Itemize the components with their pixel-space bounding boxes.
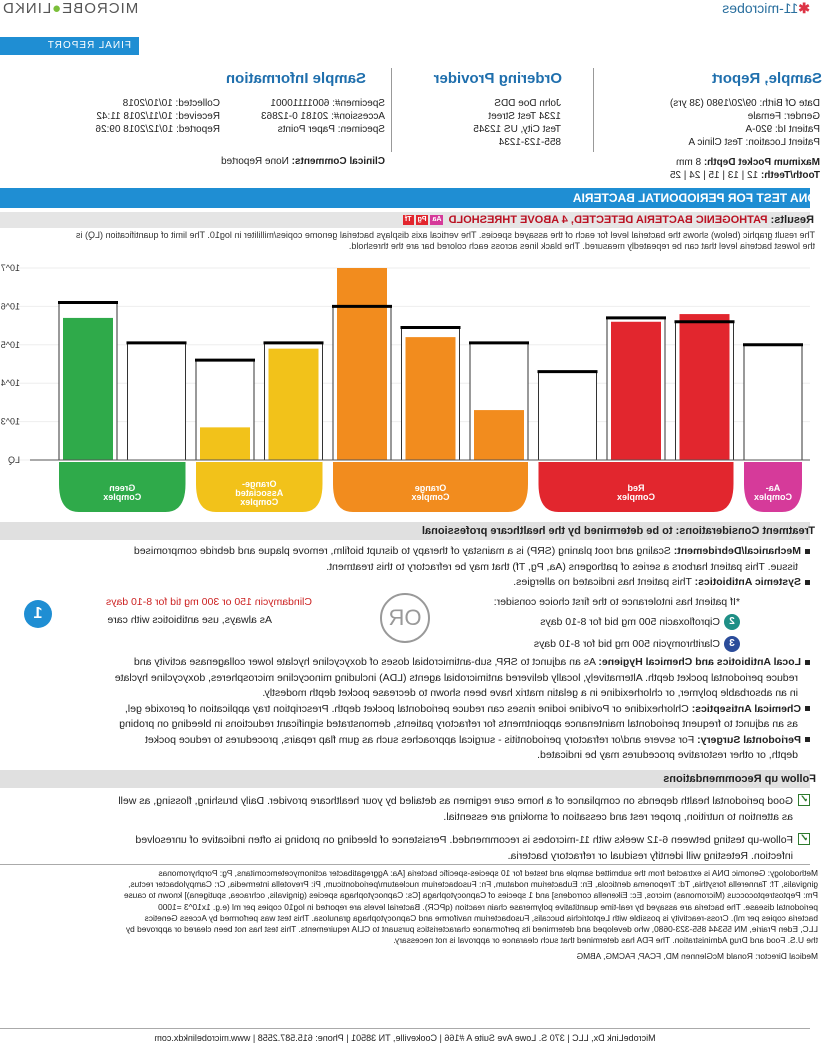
local-antibiotics-text: As an adjunct to SRP, sub-antimicrobial doses of doxycycline hyclate lower collagenase activity and: [133, 656, 596, 668]
pocket-depth-label: Maximum Pocket Depth:: [703, 157, 820, 168]
footer-address: MicrobeLink Dx, LLC | 370 S. Lowe Ave Suite A #166 | Cookeville, TN 38501 | Phone: 615.587.2558 | www.microbelinkdx.com: [154, 1033, 656, 1043]
follow-up-item: Follow-up testing between 6-12 weeks with 11-microbes is recommended. Persistence of bleeding on probing is often indicative of unresolved: [135, 834, 793, 846]
follow-up-item: as attention to nutrition, proper rest and cessation of smoking are essential.: [443, 810, 793, 823]
teeth-label: Tooth/Teeth:: [760, 170, 820, 181]
specimen-type-value: Paper Points: [277, 124, 335, 135]
bar-cr: [269, 349, 319, 460]
check-icon: ✓: [799, 794, 809, 805]
mechanical-paragraph: [5, 544, 810, 591]
reported-value: 10/12/2018 09:26: [95, 124, 174, 135]
y-tick-label: 10^5: [0, 339, 20, 350]
allergy-text: This patient has indicated no allergies.: [513, 576, 692, 588]
clinical-comments: [221, 155, 385, 168]
periodontal-surgery-label: Periodontal Surgery:: [697, 733, 801, 746]
bullet-icon: [805, 660, 810, 665]
pocket-depth-block: [670, 156, 820, 182]
mechanical-text: tissue. This patient harbors a series of pathogens (Aa, Pg, Tf) that may be refractory to this treatment.: [326, 560, 798, 573]
bar-pg: [680, 314, 730, 460]
final-report-banner: FINAL REPORT: [0, 37, 139, 55]
divider-line: [0, 864, 810, 865]
option-2-drug: Ciprofloxacin 500 mg bid for 8-10 days: [540, 615, 720, 628]
results-value: PATHOGENIC BACTERIA DETECTED, 4 ABOVE THRESHOLD: [448, 214, 768, 226]
y-tick-label: 10^3: [0, 416, 20, 427]
bacteria-level-chart: [0, 258, 810, 520]
systemic-label: Systemic Antibiotics:: [694, 576, 801, 588]
follow-up-item: infection. Retesting will identify residual or refractory bacteria.: [507, 849, 793, 862]
periodontal-surgery-text: depth, or other restorative procedures may be indicated.: [537, 749, 798, 761]
bar-tf: [611, 322, 661, 460]
pill-pg: Pg: [417, 216, 427, 224]
collected-label: Collected:: [175, 98, 220, 109]
accession-value: 20181 0-12863: [261, 111, 329, 122]
mechanical-label: Mechanical/Debridement:: [673, 545, 801, 557]
follow-up-title: Follow up Recommendations: [663, 773, 816, 785]
specimen-number-value: 60011110001: [270, 98, 330, 109]
clinical-comments-value: None Reported: [221, 156, 289, 167]
pocket-depth-value: 8 mm: [676, 157, 702, 168]
pill-tf: Tf: [404, 216, 412, 224]
bar-pm: [406, 337, 456, 460]
complex-label: Orange: [414, 483, 447, 493]
specimen-number-label: Specimen#:: [332, 98, 385, 109]
chemical-antiseptics-label: Chemical Antiseptics:: [691, 702, 801, 715]
complex-label: Complex: [411, 492, 450, 502]
chemical-antiseptics-text: Chlorhexidine or Povidine iodine rinses can reduce periodontal pocket depth. Prescription tray application of peroxide gel,: [124, 702, 689, 715]
reported-label: Reported:: [176, 124, 220, 135]
medical-director-line: Medical Director: Ronald McGlennen MD, FCAP, FACMG, ABMG: [576, 951, 818, 962]
divider-line: [0, 1028, 810, 1029]
complex-label: Associated: [235, 488, 284, 498]
threshold-box-aa: [744, 345, 802, 460]
bar-cs: [63, 318, 113, 460]
provider-city: Test City, US 12345: [473, 124, 561, 135]
mechanical-text: Scaling and root planing (SRP) is a mainstay of therapy to disrupt biofilm, remove plaque and debride compromised: [133, 545, 671, 557]
11-microbes-logo: ✱11-microbes: [722, 0, 810, 16]
complex-label: Aa-: [765, 483, 781, 493]
date-details: [95, 97, 220, 136]
chemical-antiseptics-text: as an adjunct to frequent periodontal maintenance appointments for refractory patients, demonstrated significant reductions in bleeding on probing: [119, 718, 798, 730]
bullet-icon: [805, 706, 810, 711]
option-2-badge-icon: 2: [724, 614, 740, 630]
methodology-line: LLC, Eden Prairie, MN 55344 855-323-0680, who developed and determined its performance characteristics pursuant to CLIA requirements. This test has not been cleared or approved by: [125, 924, 818, 935]
treatment-title: Treatment Considerations: to be determined by the healthcare professional: [421, 525, 815, 537]
column-divider: [391, 68, 392, 152]
methodology-line: gingivalis, Tf: Tannerella forsythia, Td: Treponema denticola, En: Eubacterium nodatum, Fn: Fusobacterium nucleatum/periodonticum, Pi: Prevotella intermedia, Cr: Campylobacter rectus,: [128, 879, 818, 890]
methodology-line: periodontal disease. The bacteria are assayed by real-time quantitative polymerase chain reaction (qPCR). Bacterial levels are reported in log10 copies per ml (e.g. 1x10^3 =1000: [158, 901, 818, 912]
ordering-provider-details: [473, 97, 561, 149]
bullet-icon: [805, 580, 810, 585]
y-tick-label: LQ: [7, 455, 20, 465]
results-label: Results:: [770, 214, 814, 226]
check-icon: ✓: [799, 833, 809, 844]
or-divider: OR: [380, 593, 430, 643]
threshold-box-ec: [128, 343, 186, 460]
pill-aa: Aa: [432, 216, 442, 224]
complex-label: Complex: [103, 492, 142, 502]
dna-test-header: [0, 188, 816, 208]
chart-description-line: the lowest bacteria level that can be repeatedly measured. The black lines across each colored bar are the threshold.: [348, 241, 815, 251]
bar-fn: [337, 268, 387, 460]
local-antibiotics-paragraph: [5, 655, 810, 764]
follow-up-item: Good periodontal health depends on compliance of a home care regimen as detailed by your healthcare provider. Daily brushing, flossing, as well: [118, 795, 793, 807]
option-1-badge-icon: 1: [24, 600, 52, 628]
teeth-value: 12 | 13 | 15 | 24 | 25: [669, 170, 759, 181]
clinical-comments-label: Clinical Comments:: [291, 156, 385, 167]
specimen-type-label: Specimen:: [337, 124, 385, 135]
dna-test-title: DNA TEST FOR PERIODONTAL BACTERIA: [572, 191, 816, 205]
methodology-line: the U.S. Food and Drug Administration. The FDA has determined that such clearance or approval is not necessary.: [393, 935, 818, 946]
periodontal-surgery-text: For severe and/or refractory periodontitis - surgical approaches such as gum flap repairs, procedures to reduce pocket: [145, 733, 695, 746]
methodology-block: [5, 868, 818, 963]
methodology-line: Methodology: Genomic DNA is extracted from the submitted sample and tested for 10 species-specific bacteria [Aa: Aggregatibacter actinomycetemcomitans, Pg: Porphyromonas: [158, 868, 818, 878]
complex-label: Complex: [753, 492, 793, 502]
provider-name: John Doe DDS: [494, 98, 561, 109]
microbelink-logo: MICROBE●LINKD: [2, 0, 139, 17]
methodology-line: Pm: Peptostreptococcus (Micromonas) micros, Ec: Eikenella corrodens] and 1 species of Capnocytophaga [Cs: Capnocytophaga species (gingivalis, ochracea, sputigena)] known to cause: [123, 890, 818, 901]
intolerance-note: *If patient has intolerance to the first choice consider:: [493, 596, 740, 608]
option-3-drug: Clarithromycin 500 mg bid for 8-10 days: [533, 637, 720, 650]
accession-label: Accession#:: [331, 111, 385, 122]
y-tick-label: 10^7: [0, 263, 20, 273]
option-1-drug: Clindamycin 150 or 300 mg tid for 8-10 days: [105, 596, 312, 608]
patient-location-line: Patient Location: Test Clinic A: [688, 137, 820, 148]
gender-line: Gender: Female: [747, 111, 820, 122]
sample-information-title: Sample Information: [225, 70, 366, 87]
complex-label: Complex: [240, 497, 279, 507]
provider-street: 1234 Test Street: [488, 111, 561, 122]
local-antibiotics-label: Local Antibiotics and Chemical Hygiene:: [598, 656, 801, 668]
chart-description: [0, 230, 815, 252]
bar-pi: [474, 410, 524, 460]
option-1-note: As always, use antibiotics with care: [107, 614, 272, 626]
sample-report-title: Sample, Report: [711, 70, 822, 87]
sample-report-details: [670, 97, 820, 149]
complex-label: Green: [109, 483, 136, 493]
column-divider: [593, 68, 594, 152]
bar-en: [200, 427, 250, 460]
bullet-icon: [805, 549, 810, 554]
specimen-details: [261, 97, 385, 136]
received-value: 10/11/2018 11:42: [96, 111, 173, 122]
collected-value: 10/10/2018: [122, 98, 173, 109]
chart-description-line: The result graphic (below) shows the bacterial level for each of the assayed species. The vertical axis displays bacterial genome copies/milliliter in log10. The limit of quantification (LQ) is: [75, 230, 815, 240]
logo-mark-icon: ✱: [798, 0, 810, 16]
bullet-icon: [805, 737, 810, 742]
methodology-line: bacteria copies per ml). Cross-reactivity is possible with Leptotrichia buccalis, Fusobacterium naviforme and Capnocytophaga granulosa. This test was performed by Access Genetics: [144, 912, 818, 923]
follow-up-header: [0, 770, 816, 788]
threshold-box-td: [539, 372, 597, 460]
provider-phone: 855-123-1234: [498, 137, 561, 148]
dob-line: Date Of Birth: 09/20/1980 (38 yrs): [669, 98, 820, 109]
ordering-provider-title: Ordering Provider: [433, 70, 562, 87]
patient-id-line: Patient Id: 920-A: [745, 124, 820, 135]
local-antibiotics-text: in an absorbable polymer, or chlorhexidine in a gelatin matrix have been shown to decrease pocket depth modestly.: [262, 687, 798, 699]
option-3-badge-icon: 3: [724, 636, 740, 652]
complex-label: Complex: [616, 492, 656, 502]
y-tick-label: 10^6: [0, 301, 20, 312]
complex-label: Red: [627, 483, 645, 493]
received-label: Received:: [175, 111, 220, 122]
complex-label: Orange-: [241, 479, 277, 489]
treatment-header: [0, 522, 815, 540]
results-bar: [0, 212, 814, 228]
follow-up-list: [5, 794, 810, 864]
local-antibiotics-text: reduce periodontal pocket depth. Alternatively, locally delivered antimicrobial agents (LDA) including minocycline microspheres, doxycycline hyclate: [114, 671, 798, 684]
y-tick-label: 10^4: [0, 378, 20, 389]
